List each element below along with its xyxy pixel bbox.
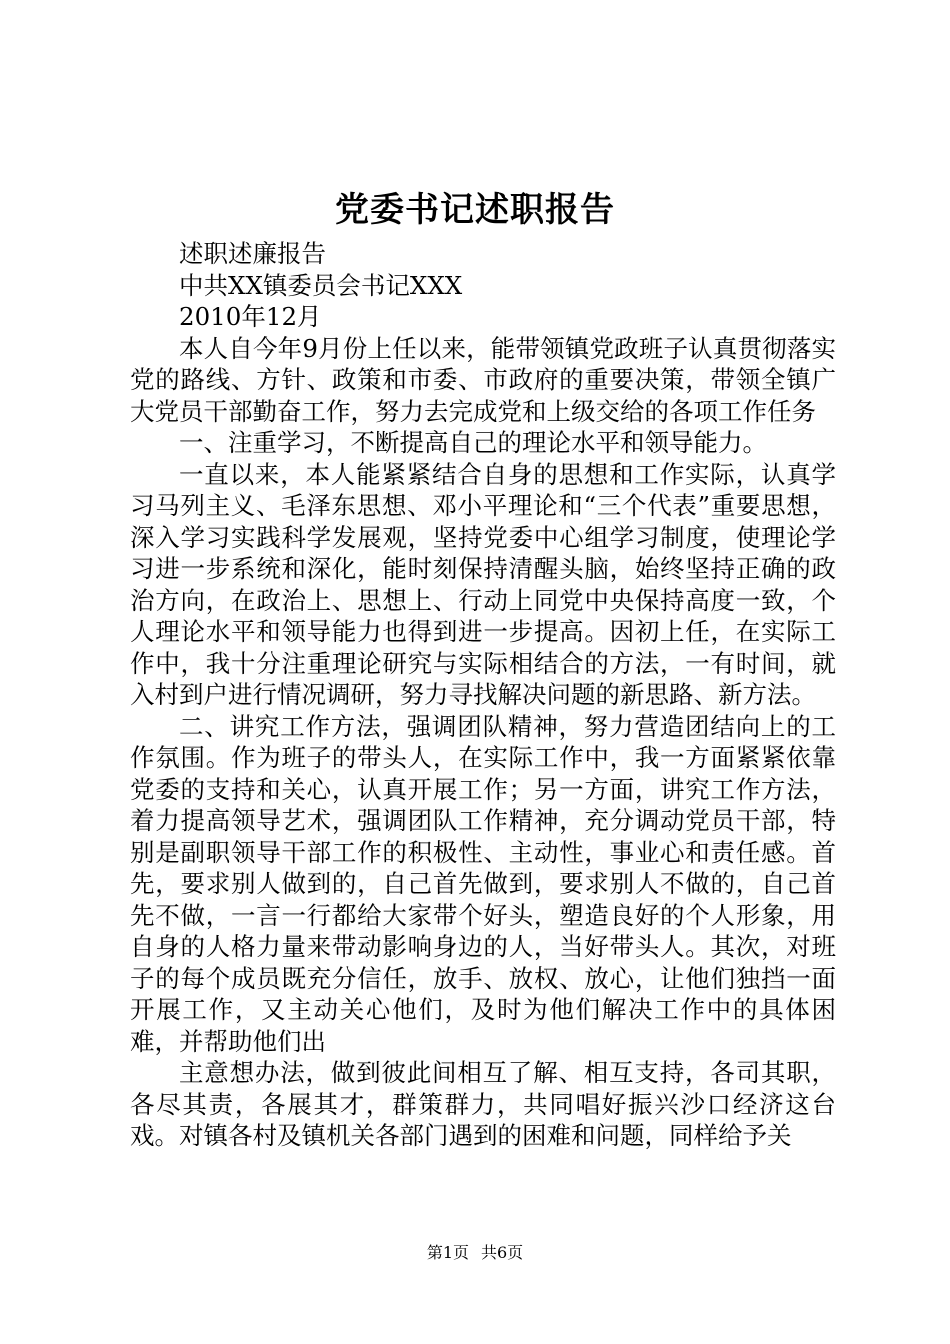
document-title: 党委书记述职报告 bbox=[335, 190, 615, 230]
paragraph-date: 2010年12月 bbox=[179, 302, 322, 331]
paragraph-section-1: 一直以来，本人能紧紧结合自身的思想和工作实际，认真学习马列主义、毛泽东思想、邓小平理论和“三个代表”重要思想，深入学习实践科学发展观，坚持党委中心组学习制度，使理论学习进一步系统和深化，能时刻保持清醒头脑，始终坚持正确的政治方向，在政治上、思想上、行动上同党中央保持高度一致，个人理论水平和领导能力也得到进一步提高。因初上任，在实际工作中，我十分注重理论研究与实际相结合的方法，一有时间，就入村到户进行情况调研，努力寻找解决问题的新思路、新方法。 bbox=[130, 459, 836, 709]
paragraph-author: 中共XX镇委员会书记XXX bbox=[179, 270, 463, 300]
paragraph-continuation: 主意想办法，做到彼此间相互了解、相互支持，各司其职，各尽其责，各展其才，群策群力，共同唱好振兴沙口经济这台戏。对镇各村及镇机关各部门遇到的困难和问题，同样给予关 bbox=[130, 1058, 836, 1150]
page-number-total: 共6页 bbox=[481, 1243, 524, 1262]
paragraph-section-2: 二、讲究工作方法，强调团队精神，努力营造团结向上的工作氛围。作为班子的带头人，在实际工作中，我一方面紧紧依靠党委的支持和关心，认真开展工作；另一方面，讲究工作方法，着力提高领导艺术，强调团队工作精神，充分调动党员干部，特别是副职领导干部工作的积极性、主动性，事业心和责任感。首先，要求别人做到的，自己首先做到，要求别人不做的，自己首先不做，一言一行都给大家带个好头，塑造良好的个人形象，用自身的人格力量来带动影响身边的人，当好带头人。其次，对班子的每个成员既充分信任，放手、放权、放心，让他们独挡一面开展工作，又主动关心他们，及时为他们解决工作中的具体困难，并帮助他们出 bbox=[130, 711, 836, 1056]
page-footer bbox=[0, 1242, 950, 1264]
paragraph-intro: 本人自今年9月份上任以来，能带领镇党政班子认真贯彻落实党的路线、方针、政策和市委、市政府的重要决策，带领全镇广大党员干部勤奋工作，努力去完成党和上级交给的各项工作任务 bbox=[130, 333, 836, 426]
page-number-current: 第1页 bbox=[426, 1243, 469, 1262]
paragraph-subtitle: 述职述廉报告 bbox=[179, 239, 326, 268]
document-body bbox=[130, 238, 836, 1152]
section-heading-1: 一、注重学习，不断提高自己的理论水平和领导能力。 bbox=[179, 428, 767, 457]
